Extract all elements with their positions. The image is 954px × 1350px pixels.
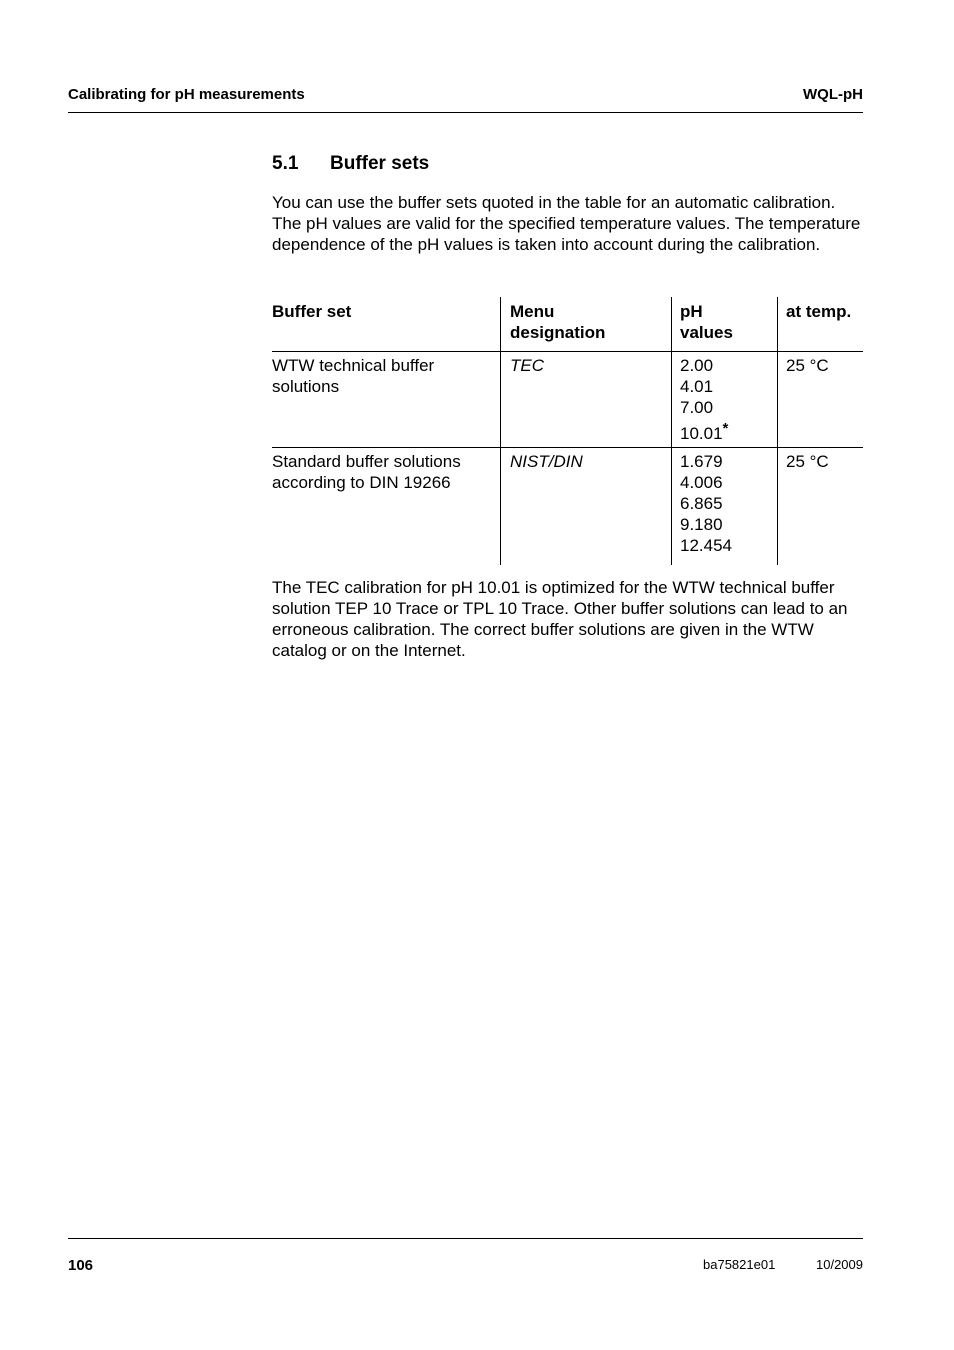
ph-values-cell — [672, 352, 778, 448]
table-row — [272, 448, 863, 566]
ph-value: 12.454 — [680, 536, 732, 555]
header-menu-designation — [501, 297, 672, 352]
page-number: 106 — [68, 1257, 94, 1274]
ph-values-cell — [672, 448, 778, 566]
ph-value: 7.00 — [680, 398, 714, 417]
intro-paragraph: You can use the buffer sets quoted in the table for an automatic calibration. The pH values are valid for the specified temperature values. The temperature dependence of the pH values is taken into account during the calibration. — [272, 193, 861, 254]
header-ph-values — [672, 297, 778, 352]
buffer-set-cell — [272, 448, 501, 566]
table-header-row — [272, 297, 863, 352]
ph-value: 10.01 — [680, 424, 723, 443]
ph-value: 2.00 — [680, 356, 714, 375]
header-menu-line1: Menu — [510, 302, 555, 321]
ph-value: 6.865 — [680, 494, 723, 513]
header-at-temp: at temp. — [778, 297, 864, 352]
header-ph-line2: values — [680, 323, 733, 342]
note-paragraph: The TEC calibration for pH 10.01 is optimized for the WTW technical buffer solution TEP 10 Trace or TPL 10 Trace. Other buffer solutions can lead to an erroneous calibration. The correct buffer solutions are given in the WTW catalog or on the Internet. — [272, 578, 848, 660]
ph-value: 9.180 — [680, 515, 723, 534]
footer-divider — [68, 1238, 863, 1239]
header-ph-line1: pH — [680, 302, 703, 321]
buffer-sets-table — [272, 297, 863, 565]
buffer-set-cell — [272, 352, 501, 448]
buffer-set-line: according to DIN 19266 — [272, 473, 451, 492]
temperature-cell: 25 °C — [778, 352, 864, 448]
section-title: Buffer sets — [330, 153, 430, 174]
header-menu-line2: designation — [510, 323, 606, 342]
buffer-set-line: WTW technical buffer — [272, 356, 435, 375]
header-buffer-set: Buffer set — [272, 302, 352, 321]
header-divider — [68, 112, 863, 113]
running-header-product: WQL-pH — [803, 86, 863, 103]
section-number: 5.1 — [272, 153, 299, 174]
menu-designation-cell: NIST/DIN — [501, 448, 672, 566]
buffer-set-line: Standard buffer solutions — [272, 452, 461, 471]
ph-value: 4.006 — [680, 473, 723, 492]
table-row — [272, 352, 863, 448]
ph-value: 4.01 — [680, 377, 714, 396]
ph-value: 1.679 — [680, 452, 723, 471]
section-heading — [272, 153, 429, 175]
ph-value-with-footnote — [680, 418, 777, 444]
running-header-chapter: Calibrating for pH measurements — [68, 86, 305, 103]
menu-designation-cell: TEC — [501, 352, 672, 448]
footnote-asterisk: * — [722, 420, 729, 437]
document-id: ba75821e01 — [703, 1257, 776, 1272]
buffer-set-line: solutions — [272, 377, 340, 396]
temperature-cell: 25 °C — [778, 448, 864, 566]
document-date: 10/2009 — [816, 1257, 863, 1272]
